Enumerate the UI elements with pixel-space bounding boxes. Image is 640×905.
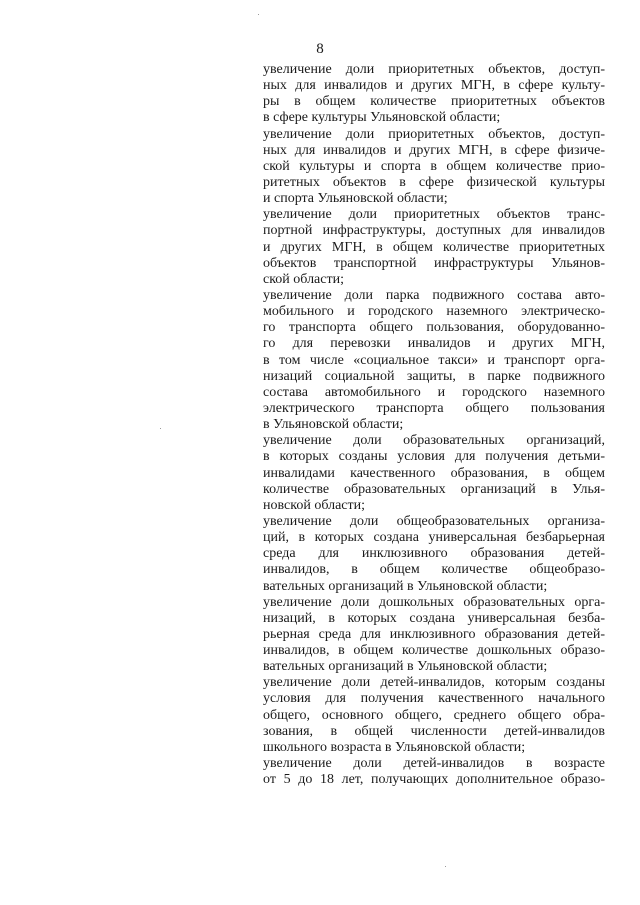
text-line: увеличение доли образовательных организаций, xyxy=(263,433,605,449)
text-line: ных для инвалидов и других МГН, в сфере физиче- xyxy=(263,142,605,158)
text-line: инвалидов, в общем количестве общеобразо- xyxy=(263,562,605,578)
text-line: новской области; xyxy=(263,497,366,513)
text-line: электрического транспорта общего пользования xyxy=(263,400,605,416)
text-line: увеличение доли приоритетных объектов, доступ- xyxy=(263,126,605,142)
text-line: ритетных объектов в сфере физической культуры xyxy=(263,174,605,190)
text-line: низаций, в которых создана универсальная безба- xyxy=(263,610,605,626)
text-line: школьного возраста в Ульяновской области; xyxy=(263,739,526,755)
text-line: количестве образовательных организаций в Улья- xyxy=(263,481,605,497)
text-line: мобильного и городского наземного электрическо- xyxy=(263,304,605,320)
text-line: увеличение доли общеобразовательных организа- xyxy=(263,513,605,529)
text-line: портной инфраструктуры, доступных для инвалидов xyxy=(263,223,605,239)
text-line: увеличение доли дошкольных образовательных орга- xyxy=(263,594,605,610)
text-line: условия для получения качественного начального xyxy=(263,691,605,707)
text-line: общего, основного общего, среднего общего обра- xyxy=(263,707,605,723)
text-line: инвалидами качественного образования, в общем xyxy=(263,465,605,481)
text-line: увеличение доли приоритетных объектов транс- xyxy=(263,207,605,223)
text-line: состава автомобильного и городского наземного xyxy=(263,384,605,400)
text-line: ры в общем количестве приоритетных объектов xyxy=(263,94,605,110)
text-line: и спорта Ульяновской области; xyxy=(263,191,448,207)
text-line: и других МГН, в общем количестве приоритетных xyxy=(263,239,605,255)
text-line: го транспорта общего пользования, оборудованно- xyxy=(263,320,605,336)
text-line: увеличение доли парка подвижного состава авто- xyxy=(263,287,605,303)
text-line: увеличение доли приоритетных объектов, доступ- xyxy=(263,62,605,77)
text-line: в сфере культуры Ульяновской области; xyxy=(263,110,501,126)
text-line: ской культуры и спорта в общем количестве прио- xyxy=(263,158,605,174)
text-line: от 5 до 18 лет, получающих дополнительное образо- xyxy=(263,772,605,788)
scan-speck xyxy=(258,14,259,15)
document-body-text xyxy=(263,62,605,788)
text-line: в том числе «социальное такси» и транспорт орга- xyxy=(263,352,605,368)
text-line: вательных организаций в Ульяновской области; xyxy=(263,659,548,675)
text-line: увеличение доли детей-инвалидов в возрасте xyxy=(263,756,605,772)
text-line: инвалидов, в общем количестве дошкольных образо- xyxy=(263,643,605,659)
text-line: зования, в общей численности детей-инвалидов xyxy=(263,723,605,739)
text-line: ской области; xyxy=(263,271,344,287)
text-line: увеличение доли детей-инвалидов, которым созданы xyxy=(263,675,605,691)
text-line: в которых созданы условия для получения детьми- xyxy=(263,449,605,465)
text-line: объектов транспортной инфраструктуры Ульянов- xyxy=(263,255,605,271)
text-line: низаций социальной защиты, в парке подвижного xyxy=(263,368,605,384)
text-line: рьерная среда для инклюзивного образования детей- xyxy=(263,626,605,642)
text-line: среда для инклюзивного образования детей- xyxy=(263,546,605,562)
text-line: в Ульяновской области; xyxy=(263,417,404,433)
text-line: ных для инвалидов и других МГН, в сфере культу- xyxy=(263,78,605,94)
text-line: го для перевозки инвалидов и других МГН, xyxy=(263,336,605,352)
text-line: вательных организаций в Ульяновской области; xyxy=(263,578,548,594)
scan-speck xyxy=(160,428,161,429)
page-number: 8 xyxy=(316,41,324,57)
scan-speck xyxy=(445,866,446,867)
text-line: ций, в которых создана универсальная безбарьерная xyxy=(263,530,605,546)
